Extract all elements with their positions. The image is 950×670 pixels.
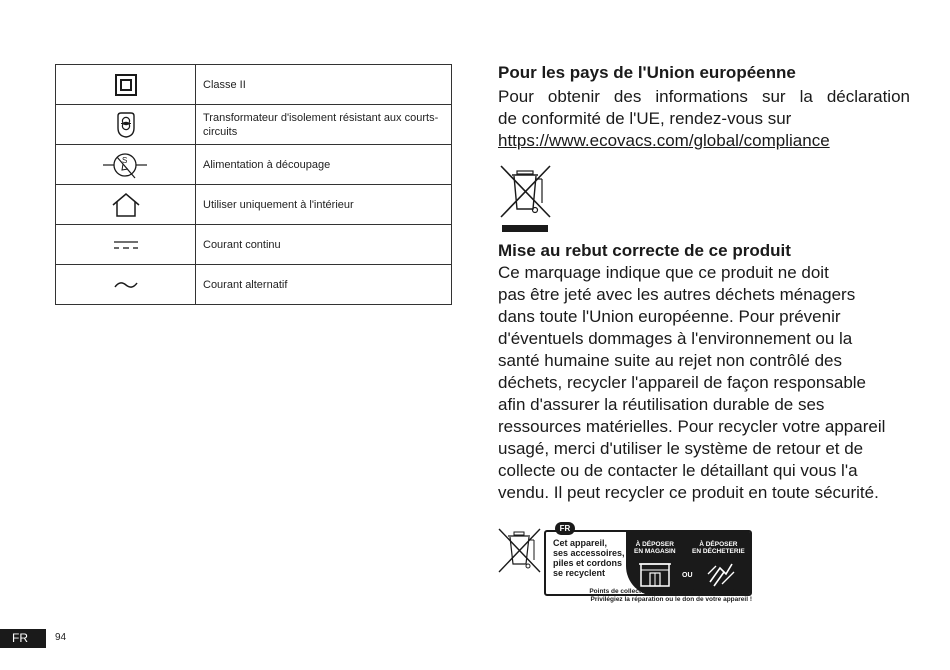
text-line: afin d'assurer la réutilisation durable de ses [498,395,825,414]
text-line: ressources matérielles. Pour recycler votre appareil [498,417,886,436]
table-row [56,265,452,305]
symbol-label: Classe II [196,65,452,105]
text-line: Pour obtenir des informations sur la déclaration [498,87,910,106]
collection-points-note [568,588,752,604]
compliance-link[interactable]: https://www.ecovacs.com/global/compliance [498,131,830,150]
text-line: Cet appareil, [553,538,608,548]
text-line: santé humaine suite au rejet non contrôlé des [498,351,843,370]
svg-text:S: S [121,155,127,165]
language-tag: FR [0,629,46,648]
symbols-table [55,64,452,305]
symbol-label: Alimentation à découpage [196,145,452,185]
symbol-label: Courant alternatif [196,265,452,305]
table-row [56,105,452,145]
drop-off-panel [626,530,750,596]
crossed-bin-small-icon [496,526,544,582]
text-line: pas être jeté avec les autres déchets ménagers [498,285,856,304]
text-line: À DÉPOSER [635,541,674,548]
disposal-title: Mise au rebut correcte de ce produit [498,241,791,260]
text-line: usagé, merci d'utiliser le système de retour et de [498,439,864,458]
text-line: se recyclent [553,568,606,578]
triman-sorting-info [496,520,756,610]
text-line: collecte ou de contacter le détaillant qui vous l'a [498,461,858,480]
crossed-bin-icon [498,163,554,235]
text-line: déchets, recycler l'appareil de façon responsable [498,373,867,392]
or-label: OU [682,572,693,579]
table-row [56,185,452,225]
store-icon [638,558,672,588]
text-line: dans toute l'Union européenne. Pour prévenir [498,307,841,326]
text-line: Points de collecte sur www.quefairedemesdechets.fr [589,588,752,595]
eu-section-text [498,86,910,152]
direct-current-icon [112,239,140,251]
page-number: 94 [55,632,67,643]
table-row [56,145,452,185]
eu-section [498,62,910,152]
text-line: EN DÉCHETERIE [692,548,745,555]
text-line: Ce marquage indique que ce produit ne doit [498,263,829,282]
dump-drop-label [692,541,745,555]
table-row [56,65,452,105]
text-line: ses accessoires, [553,548,625,558]
symbol-label: Utiliser uniquement à l'intérieur [196,185,452,225]
text-line: d'éventuels dommages à l'environnement ou la [498,329,853,348]
store-drop-label [634,541,676,555]
switch-mode-power-icon [101,148,151,182]
text-line: piles et cordons [553,558,623,568]
text-line: EN MAGASIN [634,548,676,555]
text-line: de conformité de l'UE, rendez-vous sur [498,109,792,128]
symbol-label: Courant continu [196,225,452,265]
dump-drop-icon [704,558,738,588]
country-badge: FR [555,522,575,535]
double-square-icon [114,73,138,97]
text-line: vendu. Il peut recycler ce produit en toute sécurité. [498,483,879,502]
symbol-label: Transformateur d'isolement résistant aux courts-circuits [196,105,452,145]
isolating-transformer-icon [115,112,137,138]
alternating-current-icon [113,279,139,291]
recycle-statement [553,538,625,578]
disposal-text [498,262,910,504]
eu-section-title: Pour les pays de l'Union européenne [498,63,796,82]
table-row [56,225,452,265]
text-line: À DÉPOSER [699,541,738,548]
text-line: Privilégiez la réparation ou le don de votre appareil ! [590,596,752,603]
house-icon [111,192,141,218]
